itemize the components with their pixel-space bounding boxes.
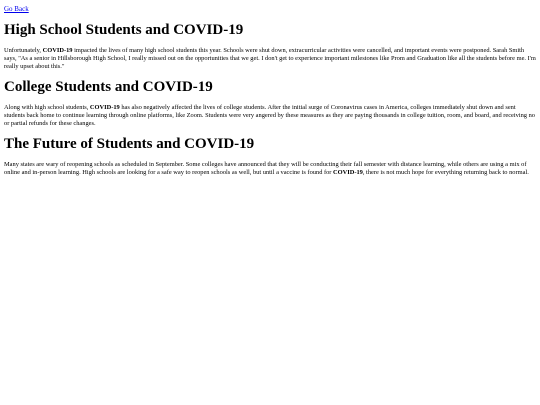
paragraph-high-school bbox=[4, 47, 536, 72]
text-segment: has also negatively affected the lives of college students. After the initial surge of Coronavirus cases in America, colleges immediately shut down and sent students back home to continue learning through online platforms, like Zoom. Students were very angered by these measures as they are paying thousands in college tuition, room, and board, and receiving no or partial refunds for these changes. bbox=[4, 104, 535, 128]
heading-future: The Future of Students and COVID-19 bbox=[4, 136, 255, 152]
paragraph-future bbox=[4, 161, 536, 177]
heading-high-school: High School Students and COVID-19 bbox=[4, 22, 244, 38]
heading-college: College Students and COVID-19 bbox=[4, 79, 213, 95]
paragraph-college bbox=[4, 104, 536, 129]
bold-term: COVID-19 bbox=[89, 104, 120, 111]
text-segment: , there is not much hope for everything returning back to normal. bbox=[362, 169, 529, 177]
text-segment: Along with high school students, bbox=[4, 104, 90, 111]
text-segment: impacted the lives of many high school students this year. Schools were shut down, extracurricular activities were cancelled, and important events were postponed. Sarah Smith says, "As a senior in Hillsborough High School, I really missed out on the opportunities that we get. I don't get to experience important milestones like Prom and Graduation like all the students before me. I'm really upset about this." bbox=[4, 47, 536, 71]
text-segment: Unfortunately, bbox=[4, 47, 43, 54]
go-back-link[interactable]: Go Back bbox=[4, 5, 29, 13]
bold-term: COVID-19 bbox=[42, 47, 73, 54]
bold-term: COVID-19 bbox=[333, 169, 363, 177]
text-segment: Many states are wary of reopening schools as scheduled in September. Some colleges have announced that they will be conducting their fall semester with distance learning, while others are using a mix of online and in-person learning. High schools are looking for a safe way to reopen schools as well, but until a vaccine is found for bbox=[4, 161, 527, 177]
